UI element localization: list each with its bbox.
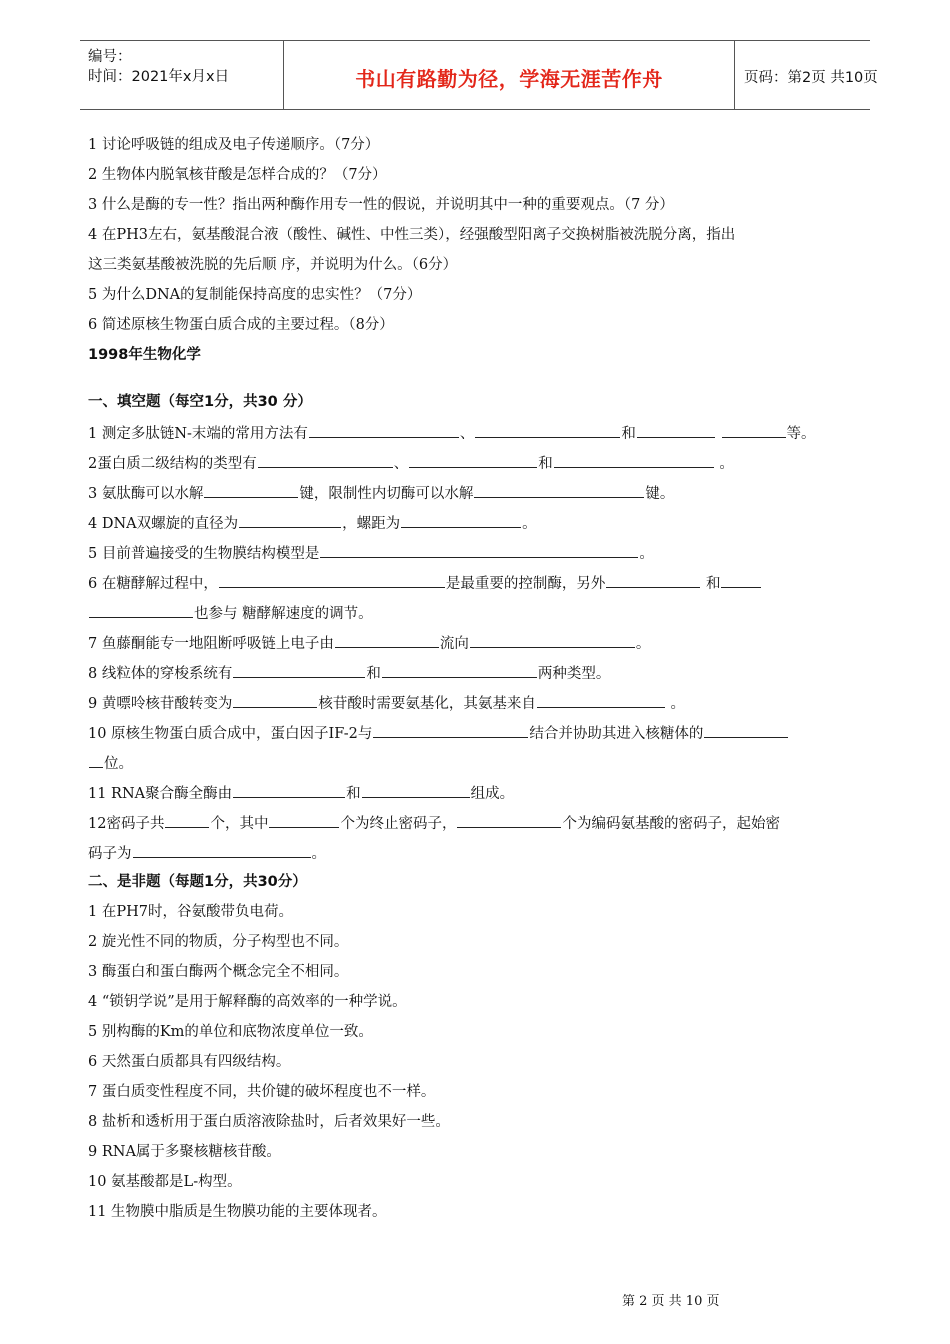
answer-blank [373, 722, 528, 738]
question-line: 6 简述原核生物蛋白质合成的主要过程。（8分） [88, 317, 394, 333]
number-label: 编号： [88, 49, 132, 65]
true-false-item: 4 “锁钥学说”是用于解释酶的高效率的一种学说。 [88, 994, 407, 1010]
fill-question-10-cont: 位。 [88, 752, 133, 774]
answer-blank [722, 422, 786, 438]
answer-blank [457, 812, 561, 828]
true-false-item: 10 氨基酸都是L-构型。 [88, 1174, 242, 1190]
answer-blank [233, 692, 317, 708]
true-false-item: 5 别构酶的Km的单位和底物浓度单位一致。 [88, 1024, 373, 1040]
header-page-cell [734, 41, 878, 109]
question-line: 4 在PH3左右，氨基酸混合液（酸性、碱性、中性三类），经强酸型阳离子交换树脂被洗脱分离，指出 [88, 227, 736, 243]
fill-question-8: 8 线粒体的穿梭系统有 和 两种类型。 [88, 662, 610, 684]
answer-blank [335, 632, 439, 648]
answer-blank [554, 452, 714, 468]
answer-blank [89, 602, 193, 618]
fill-question-12-cont: 码子为 。 [88, 842, 326, 864]
fill-question-2: 2蛋白质二级结构的类型有 、 和 。 [88, 452, 734, 474]
answer-blank [233, 662, 365, 678]
page-info: 页码：第2页 共10页 [744, 70, 878, 86]
motto: 书山有路勤为径，学海无涯苦作舟 [355, 67, 663, 91]
question-line: 3 什么是酶的专一性？指出两种酶作用专一性的假说，并说明其中一种的重要观点。（7 分） [88, 197, 674, 213]
answer-blank [269, 812, 339, 828]
question-line: 2 生物体内脱氧核苷酸是怎样合成的？（7分） [88, 167, 387, 183]
answer-blank [165, 812, 209, 828]
answer-blank [637, 422, 715, 438]
answer-blank [475, 422, 620, 438]
fill-question-6-cont: 也参与 糖酵解速度的调节。 [88, 602, 373, 624]
answer-blank [89, 752, 103, 768]
fill-question-5: 5 目前普遍接受的生物膜结构模型是 。 [88, 542, 654, 564]
answer-blank [606, 572, 700, 588]
answer-blank [239, 512, 341, 528]
header-left-cell [80, 41, 283, 109]
fill-question-12: 12密码子共 个，其中 个为终止密码子， 个为编码氨基酸的密码子，起始密 [88, 812, 780, 834]
true-false-item: 2 旋光性不同的物质，分子构型也不同。 [88, 934, 349, 950]
true-false-item: 1 在PH7时，谷氨酸带负电荷。 [88, 904, 293, 920]
time-label: 时间：2021年x月x日 [88, 69, 230, 85]
true-false-item: 9 RNA属于多聚核糖核苷酸。 [88, 1144, 281, 1160]
true-false-item: 7 蛋白质变性程度不同，共价键的破坏程度也不一样。 [88, 1084, 436, 1100]
answer-blank [470, 632, 635, 648]
answer-blank [233, 782, 345, 798]
answer-blank [309, 422, 459, 438]
fill-question-4: 4 DNA双螺旋的直径为 ，螺距为 。 [88, 512, 537, 534]
fill-question-1: 1 测定多肽链N-末端的常用方法有 、 和 等。 [88, 422, 816, 444]
fill-question-3: 3 氨肽酶可以水解 键，限制性内切酶可以水解 键。 [88, 482, 674, 504]
answer-blank [258, 452, 393, 468]
fill-question-7: 7 鱼藤酮能专一地阻断呼吸链上电子由 流向 。 [88, 632, 650, 654]
answer-blank [721, 572, 761, 588]
true-false-item: 6 天然蛋白质都具有四级结构。 [88, 1054, 291, 1070]
answer-blank [382, 662, 537, 678]
answer-blank [474, 482, 644, 498]
fill-question-6: 6 在糖酵解过程中， 是最重要的控制酶，另外 和 [88, 572, 762, 594]
question-line: 1 讨论呼吸链的组成及电子传递顺序。（7分） [88, 137, 380, 153]
exam-title: 1998年生物化学 [88, 347, 201, 363]
answer-blank [401, 512, 521, 528]
header-motto-cell [283, 41, 735, 109]
question-line: 5 为什么DNA的复制能保持高度的忠实性？（7分） [88, 287, 422, 303]
answer-blank [133, 842, 311, 858]
answer-blank [219, 572, 445, 588]
page-footer: 第 2 页 共 10 页 [622, 1294, 720, 1309]
answer-blank [409, 452, 537, 468]
true-false-item: 8 盐析和透析用于蛋白质溶液除盐时，后者效果好一些。 [88, 1114, 450, 1130]
true-false-item: 11 生物膜中脂质是生物膜功能的主要体现者。 [88, 1204, 387, 1220]
fill-question-9: 9 黄嘌呤核苷酸转变为 核苷酸时需要氨基化，其氨基来自 。 [88, 692, 685, 714]
page-header [80, 40, 878, 110]
answer-blank [204, 482, 298, 498]
answer-blank [320, 542, 638, 558]
true-false-item: 3 酶蛋白和蛋白酶两个概念完全不相同。 [88, 964, 349, 980]
section1-title: 一、填空题（每空1分，共30 分） [88, 394, 312, 410]
section2-title: 二、是非题（每题1分，共30分） [88, 874, 307, 890]
fill-question-11: 11 RNA聚合酶全酶由 和 组成。 [88, 782, 514, 804]
answer-blank [704, 722, 788, 738]
answer-blank [537, 692, 665, 708]
question-line: 这三类氨基酸被洗脱的先后顺 序，并说明为什么。（6分） [88, 257, 458, 273]
answer-blank [362, 782, 470, 798]
fill-question-10: 10 原核生物蛋白质合成中，蛋白因子IF-2与 结合并协助其进入核糖体的 [88, 722, 789, 744]
